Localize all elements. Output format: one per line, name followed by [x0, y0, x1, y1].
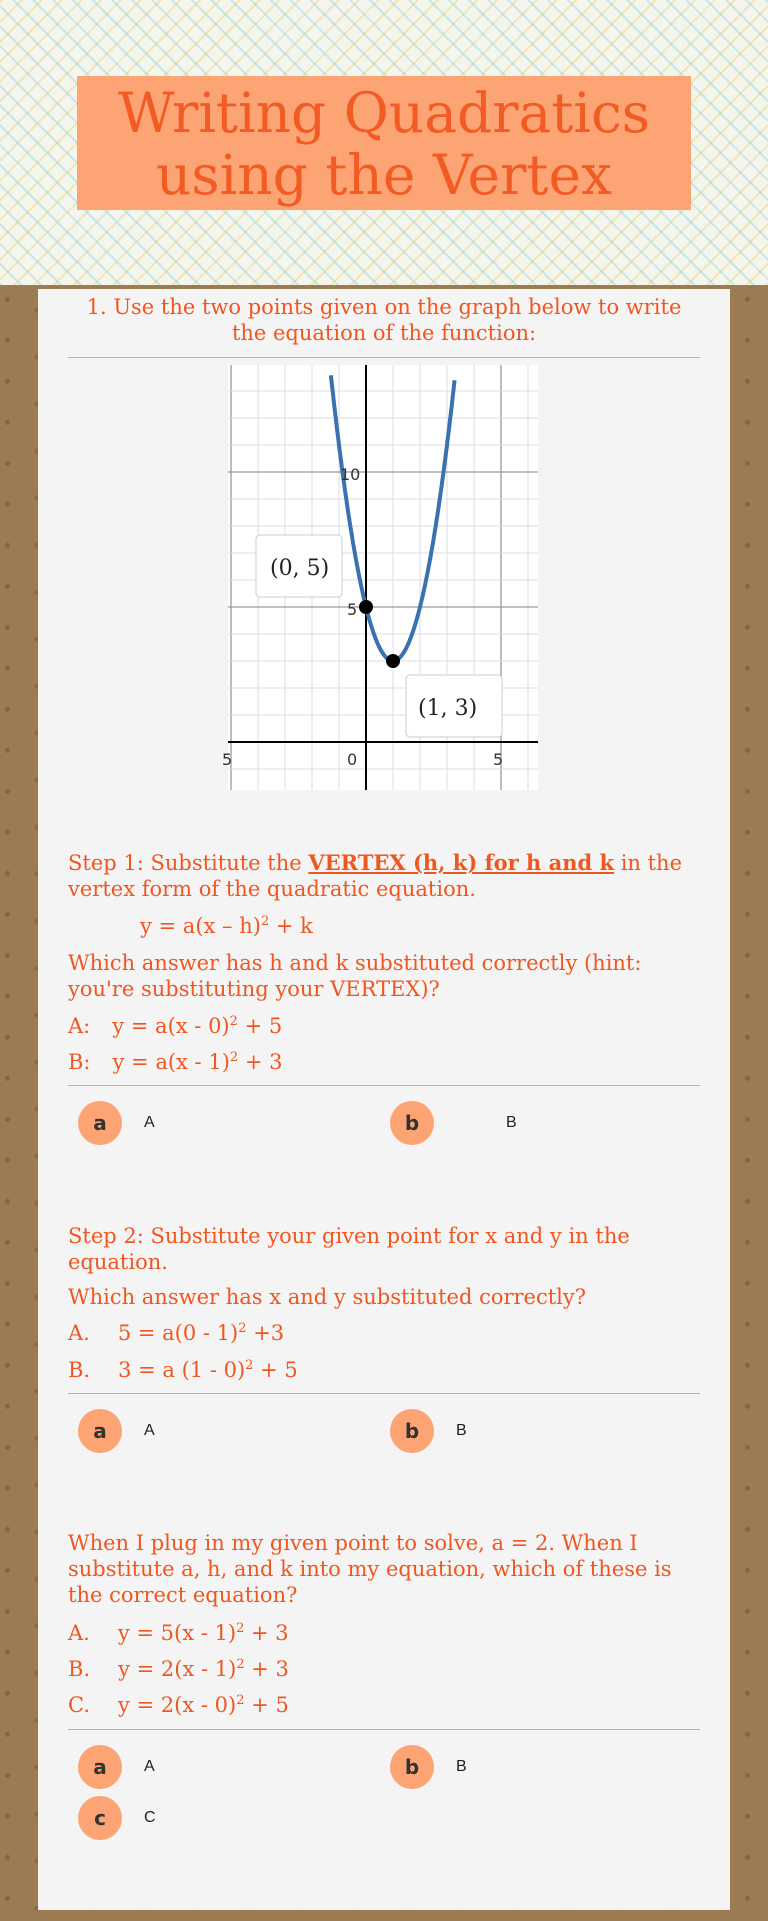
choice-text: y = a(x - 1)	[112, 1050, 230, 1074]
choice-prefix: A.	[68, 1321, 90, 1345]
divider	[68, 1393, 700, 1394]
option-bubble[interactable]: b	[390, 1745, 434, 1789]
step1-text	[68, 850, 700, 902]
question-1-text: 1. Use the two points given on the graph below to write the equation of the function:	[86, 295, 682, 345]
tick-label-neg5: 5	[222, 750, 233, 769]
choice-prefix: B:	[68, 1050, 91, 1074]
step3-choice-c	[68, 1692, 289, 1718]
step1-option-a[interactable]	[78, 1101, 155, 1145]
choice-text: 3 = a (1 - 0)	[118, 1358, 246, 1382]
step1-text-post: in the vertex form of the quadratic equation.	[68, 851, 682, 901]
option-label: A	[144, 1422, 155, 1439]
page-title: Writing Quadratics using the Vertex	[117, 81, 651, 207]
choice-exponent: 2	[229, 1050, 239, 1065]
point2-label: (1, 3)	[418, 696, 478, 721]
point1-label: (0, 5)	[270, 556, 330, 581]
given-point-dot	[386, 654, 400, 668]
option-bubble[interactable]: b	[390, 1101, 434, 1145]
tick-label-0: 0	[347, 750, 358, 769]
step1-question: Which answer has h and k substituted correctly (hint: you're substituting your VERTEX)?	[68, 951, 642, 1001]
formula-tail: + k	[269, 914, 313, 938]
choice-exponent: 2	[245, 1358, 254, 1373]
choice-prefix: A:	[68, 1014, 91, 1038]
option-label: B	[506, 1114, 517, 1131]
divider	[68, 1085, 700, 1086]
choice-text: y = 2(x - 0)	[118, 1693, 237, 1717]
choice-tail: + 3	[244, 1621, 289, 1645]
option-bubble[interactable]: a	[78, 1409, 122, 1453]
step3-option-b[interactable]	[390, 1745, 467, 1789]
step1-choice-b	[68, 1049, 282, 1075]
choice-exponent: 2	[236, 1621, 245, 1636]
choice-prefix: B.	[68, 1657, 91, 1681]
option-label: C	[144, 1809, 156, 1826]
formula-text: y = a(x – h)	[140, 914, 261, 938]
step2-option-a[interactable]	[78, 1409, 155, 1453]
step2-choice-a	[68, 1320, 284, 1346]
choice-exponent: 2	[236, 1693, 245, 1708]
choice-text: y = 5(x - 1)	[117, 1621, 237, 1645]
choice-tail: + 3	[244, 1657, 289, 1681]
formula-exponent: 2	[260, 914, 270, 929]
option-label: A	[144, 1114, 155, 1131]
step1-option-b[interactable]	[390, 1101, 517, 1145]
step3-option-a[interactable]	[78, 1745, 155, 1789]
step2-option-b[interactable]	[390, 1409, 467, 1453]
choice-tail: +3	[246, 1321, 285, 1345]
title-box	[77, 76, 691, 210]
step1-choice-a	[68, 1013, 282, 1039]
step2-question: Which answer has x and y substituted correctly?	[68, 1285, 587, 1309]
step3-choice-b	[68, 1656, 289, 1682]
choice-tail: + 5	[244, 1693, 289, 1717]
choice-text: y = a(x - 0)	[112, 1014, 230, 1038]
vertex-point-dot	[359, 600, 373, 614]
tick-label-5y: 5	[347, 600, 358, 619]
option-label: B	[456, 1422, 467, 1439]
option-bubble[interactable]: a	[78, 1101, 122, 1145]
choice-exponent: 2	[229, 1014, 238, 1029]
choice-exponent: 2	[238, 1321, 247, 1336]
choice-text: 5 = a(0 - 1)	[117, 1321, 239, 1345]
option-bubble[interactable]: b	[390, 1409, 434, 1453]
tick-label-10: 10	[340, 465, 361, 484]
step2-choice-b	[68, 1357, 298, 1383]
header-pattern	[0, 0, 768, 285]
parabola-graph	[222, 365, 538, 790]
choice-tail: + 5	[253, 1358, 298, 1382]
choice-prefix: A.	[68, 1621, 90, 1645]
vertex-form-formula	[140, 913, 313, 939]
step3-text: When I plug in my given point to solve, a = 2. When I substitute a, h, and k into my equation, which of these is the correct equation?	[68, 1531, 672, 1607]
choice-prefix: C.	[68, 1693, 90, 1717]
divider	[68, 357, 700, 358]
step1-emphasis: VERTEX (h, k) for h and k	[308, 850, 615, 875]
choice-tail: + 5	[237, 1014, 283, 1038]
choice-tail: + 3	[238, 1050, 283, 1074]
option-bubble[interactable]: c	[78, 1796, 122, 1840]
choice-text: y = 2(x - 1)	[118, 1657, 237, 1681]
step3-choice-a	[68, 1620, 289, 1646]
option-label: A	[144, 1758, 155, 1775]
option-bubble[interactable]: a	[78, 1745, 122, 1789]
choice-exponent: 2	[236, 1657, 245, 1672]
divider	[68, 1729, 700, 1730]
option-label: B	[456, 1758, 467, 1775]
tick-label-5x: 5	[493, 750, 504, 769]
step2-text: Step 2: Substitute your given point for x and y in the equation.	[68, 1224, 630, 1274]
step3-option-c[interactable]	[78, 1796, 156, 1840]
step1-text-pre: Step 1: Substitute the	[68, 851, 309, 875]
choice-prefix: B.	[68, 1358, 91, 1382]
